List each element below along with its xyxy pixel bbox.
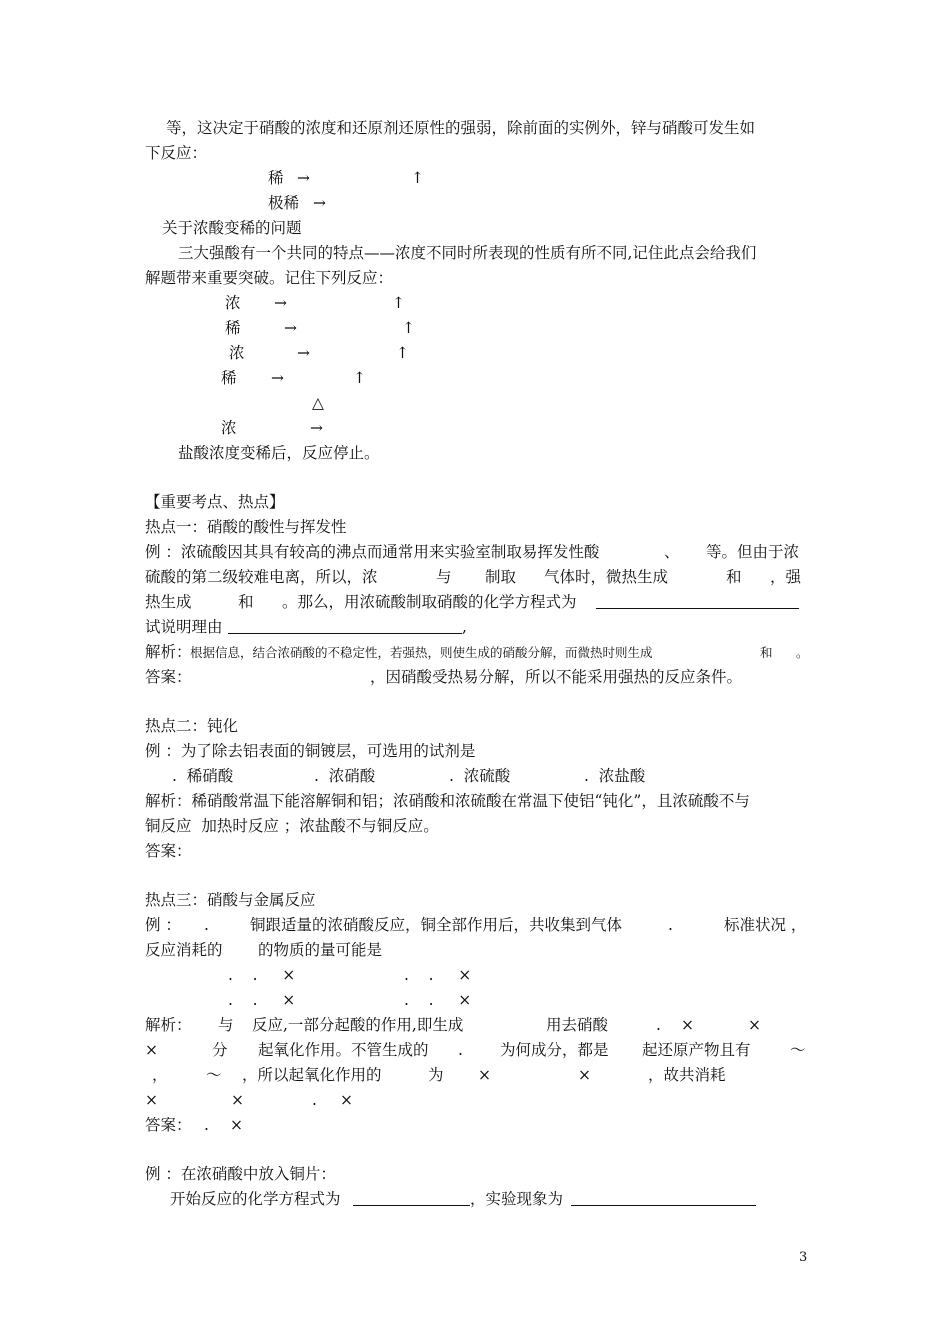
answer-blank bbox=[228, 633, 462, 634]
reaction-arrow: → bbox=[274, 294, 287, 312]
option-c: . . × bbox=[228, 991, 296, 1009]
reaction-arrow: → bbox=[310, 419, 323, 437]
intro-line-2: 下反应： bbox=[145, 144, 208, 162]
example-text: 热生成 bbox=[145, 593, 192, 611]
example-text: . bbox=[204, 916, 209, 934]
gas-arrow: ↑ bbox=[392, 294, 405, 312]
answer-text: ，因硝酸受热易分解，所以不能采用强热的反应条件。 bbox=[370, 668, 743, 686]
analysis-text: × bbox=[145, 1091, 158, 1109]
analysis-text: 起还原产物且有 bbox=[642, 1041, 751, 1059]
analysis-text: ～ bbox=[790, 1041, 806, 1059]
reaction-arrow: → bbox=[313, 194, 326, 212]
paragraph-line: 盐酸浓度变稀后，反应停止。 bbox=[178, 444, 380, 462]
hotpoint-heading: 热点二：钝化 bbox=[145, 717, 239, 735]
reaction-condition: 稀 bbox=[221, 369, 237, 387]
option-d: . . × bbox=[404, 991, 472, 1009]
answer-label: 答案： bbox=[145, 1116, 192, 1134]
analysis-text: × bbox=[145, 1041, 158, 1059]
analysis-text: × bbox=[340, 1091, 353, 1109]
reaction-condition: 稀 bbox=[268, 169, 284, 187]
reaction-condition: 极稀 bbox=[268, 194, 300, 212]
analysis-text: 。 bbox=[796, 645, 809, 660]
example-text: . bbox=[668, 916, 673, 934]
section-heading: 关于浓酸变稀的问题 bbox=[162, 219, 302, 237]
hotpoint-heading: 热点一：硝酸的酸性与挥发性 bbox=[145, 518, 347, 536]
example-text: 气体时，微热生成 bbox=[544, 568, 669, 586]
gas-arrow: ↑ bbox=[353, 369, 366, 387]
analysis-text: ，所以起氧化作用的 bbox=[242, 1066, 382, 1084]
analysis-text: × bbox=[478, 1066, 491, 1084]
example-text: 例 ： bbox=[145, 916, 181, 934]
option-d: . 浓盐酸 bbox=[584, 767, 646, 785]
example-text: 例 ：浓硫酸因其具有较高的沸点而通常用来实验室制取易挥发性酸 bbox=[145, 543, 600, 561]
reaction-arrow: → bbox=[271, 369, 284, 387]
example-text: , bbox=[462, 618, 467, 636]
paragraph-line: 三大强酸有一个共同的特点——浓度不同时所表现的性质有所不同,记住此点会给我们 bbox=[178, 244, 757, 262]
analysis-text: × bbox=[681, 1016, 694, 1034]
option-b: . . × bbox=[404, 966, 472, 984]
gas-arrow: ↑ bbox=[402, 319, 415, 337]
example-text: ，强 bbox=[770, 568, 802, 586]
reaction-condition: 浓 bbox=[221, 419, 237, 437]
reaction-condition: 浓 bbox=[225, 294, 241, 312]
analysis-text: 反应,一部分起酸的作用,即生成 bbox=[252, 1016, 464, 1034]
analysis-text: × bbox=[578, 1066, 591, 1084]
example-text: 制取 bbox=[485, 568, 517, 586]
option-b: . 浓硝酸 bbox=[314, 767, 376, 785]
option-c: . 浓硫酸 bbox=[449, 767, 511, 785]
example-text: 和 bbox=[726, 568, 742, 586]
analysis-text: 为 bbox=[428, 1066, 444, 1084]
analysis-text: × bbox=[231, 1091, 244, 1109]
analysis-text: 根据信息，结合浓硝酸的不稳定性，若强热，则使生成的硝酸分解，而微热时则生成 bbox=[190, 645, 653, 660]
example-text: 等。但由于浓 bbox=[706, 543, 800, 561]
analysis-label: 解析： bbox=[145, 643, 192, 661]
analysis-text: 为何成分，都是 bbox=[500, 1041, 609, 1059]
example-text: 开始反应的化学方程式为 bbox=[170, 1190, 341, 1208]
example-text: 反应消耗的 bbox=[145, 941, 223, 959]
section-title: 【重要考点、热点】 bbox=[145, 493, 285, 511]
answer-label: 答案： bbox=[145, 842, 192, 860]
option-a: . 稀硝酸 bbox=[172, 767, 234, 785]
reaction-condition: 稀 bbox=[225, 319, 241, 337]
example-text: 硫酸的第二级较难电离，所以，浓 bbox=[145, 568, 378, 586]
example-text: 与 bbox=[436, 568, 452, 586]
hotpoint-heading: 热点三：硝酸与金属反应 bbox=[145, 891, 316, 909]
analysis-text: ～ bbox=[206, 1066, 222, 1084]
answer-blank bbox=[596, 608, 799, 609]
example-text: 和 bbox=[238, 593, 254, 611]
answer-blank bbox=[353, 1205, 470, 1206]
intro-line-1: 等，这决定于硝酸的浓度和还原剂还原性的强弱，除前面的实例外，锌与硝酸可发生如 bbox=[166, 119, 756, 137]
answer-label: 答案： bbox=[145, 668, 192, 686]
analysis-text: ，故共消耗 bbox=[648, 1066, 726, 1084]
analysis-text: 起氧化作用。不管生成的 bbox=[258, 1041, 429, 1059]
reaction-arrow: → bbox=[297, 169, 310, 187]
example-text: ，实验现象为 bbox=[470, 1190, 564, 1208]
analysis-text: 铜反应 加热时反应 ；浓盐酸不与铜反应。 bbox=[145, 817, 439, 835]
analysis-text: 解析： bbox=[145, 1016, 192, 1034]
answer-blank bbox=[571, 1205, 756, 1206]
example-text: 例 ：在浓硝酸中放入铜片： bbox=[145, 1165, 336, 1183]
answer-text: . bbox=[204, 1116, 209, 1134]
paragraph-line: 解题带来重要突破。记住下列反应： bbox=[145, 269, 394, 287]
analysis-text: 解析：稀硝酸常温下能溶解铜和铝；浓硝酸和浓硫酸在常温下使铝“钝化”，且浓硫酸不与 bbox=[145, 792, 750, 810]
analysis-text: . bbox=[458, 1041, 463, 1059]
example-text: 的物质的量可能是 bbox=[258, 941, 383, 959]
analysis-text: × bbox=[748, 1016, 761, 1034]
example-text: 试说明理由 bbox=[145, 618, 223, 636]
gas-arrow: ↑ bbox=[411, 169, 424, 187]
example-text: 例 ：为了除去铝表面的铜镀层，可选用的试剂是 bbox=[145, 742, 476, 760]
analysis-text: 用去硝酸 bbox=[546, 1016, 609, 1034]
example-text: 铜跟适量的浓硝酸反应，铜全部作用后，共收集到气体 bbox=[250, 916, 623, 934]
example-text: 、 bbox=[664, 543, 680, 561]
analysis-text: . bbox=[312, 1091, 317, 1109]
analysis-text: ， bbox=[152, 1066, 168, 1084]
answer-text: × bbox=[230, 1116, 243, 1134]
gas-arrow: ↑ bbox=[396, 344, 409, 362]
analysis-text: 分 bbox=[212, 1041, 228, 1059]
analysis-text: 和 bbox=[760, 645, 773, 660]
analysis-text: 与 bbox=[218, 1016, 234, 1034]
page-number: 3 bbox=[799, 1250, 808, 1265]
analysis-text: . bbox=[656, 1016, 661, 1034]
example-text: 。那么，用浓硫酸制取硝酸的化学方程式为 bbox=[282, 593, 577, 611]
example-text: 标准状况 ， bbox=[724, 916, 807, 934]
reaction-arrow: → bbox=[297, 344, 310, 362]
option-a: . . × bbox=[228, 966, 296, 984]
reaction-condition: 浓 bbox=[229, 344, 245, 362]
reaction-arrow: → bbox=[284, 319, 297, 337]
heat-triangle: △ bbox=[312, 394, 324, 412]
